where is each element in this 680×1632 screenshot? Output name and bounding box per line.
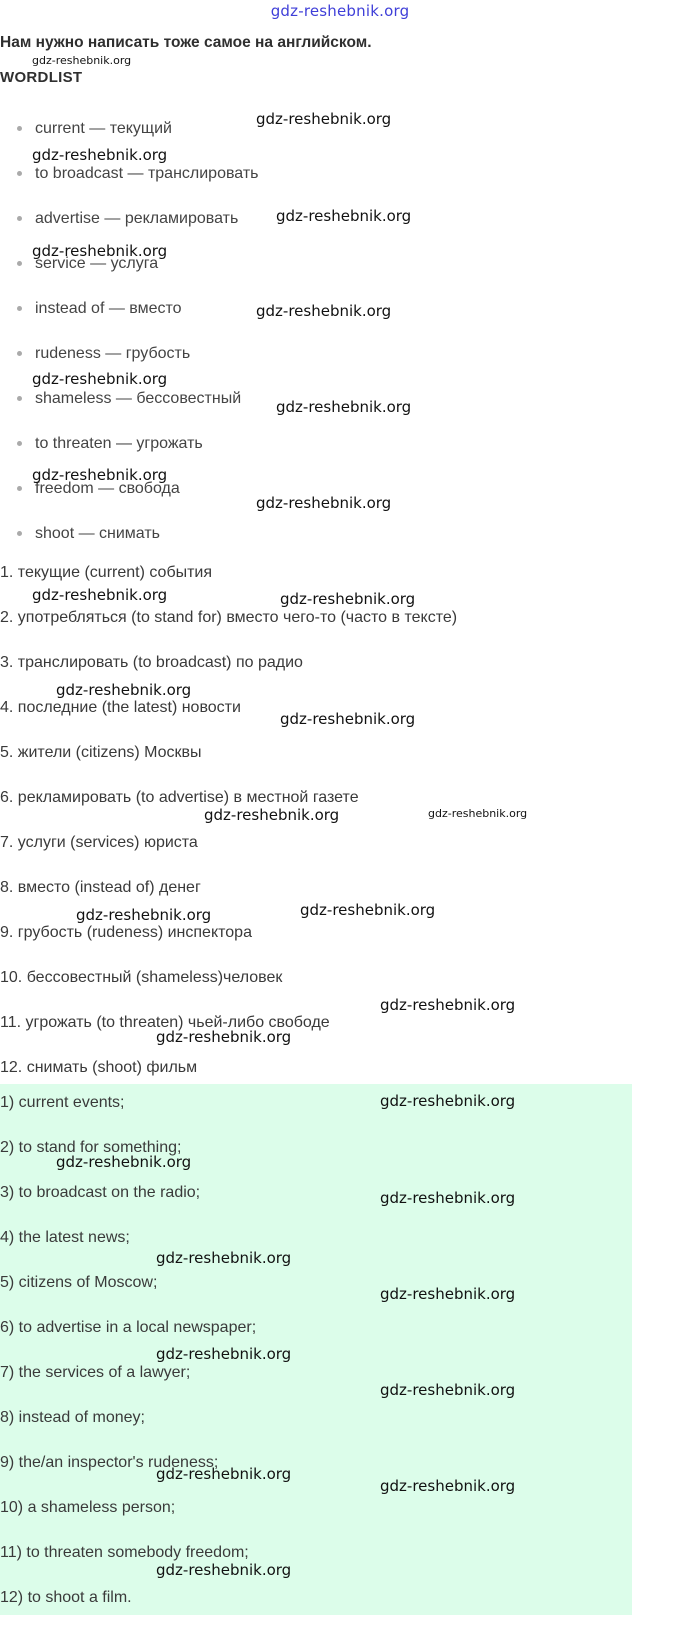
wordlist-item-text: freedom — свобода [35,480,180,497]
wordlist-item-text: instead of — вместо [35,300,182,317]
watermark: gdz-reshebnik.org [428,807,528,820]
watermark: gdz-reshebnik.org [156,1345,292,1363]
answer-list [0,1092,256,1632]
wordlist-item [0,433,259,478]
phrase-item: 11. угрожать (to threaten) чьей-либо свободе [0,1014,330,1031]
bullet-icon [17,216,22,221]
watermark: gdz-reshebnik.org [256,302,392,320]
task-text: Нам нужно написать тоже самое на английском. [0,34,372,51]
watermark: gdz-reshebnik.org [76,906,212,924]
answer-item: 5) citizens of Moscow; [0,1274,158,1291]
wordlist-item [0,478,259,523]
watermark: gdz-reshebnik.org [256,494,392,512]
watermark: gdz-reshebnik.org [380,1092,516,1110]
phrase-list [0,562,457,1102]
wordlist-item-text: service — услуга [35,255,159,272]
watermark: gdz-reshebnik.org [380,996,516,1014]
answer-item: 2) to stand for something; [0,1139,182,1156]
watermark: gdz-reshebnik.org [32,242,168,260]
answer-item: 9) the/an inspector's rudeness; [0,1454,219,1471]
wordlist-item-text: advertise — рекламировать [35,210,239,227]
answer-item: 12) to shoot a film. [0,1589,132,1606]
watermark: gdz-reshebnik.org [276,207,412,225]
watermark: gdz-reshebnik.org [276,398,412,416]
watermark: gdz-reshebnik.org [204,806,340,824]
answer-item: 1) current events; [0,1094,125,1111]
bullet-icon [17,351,22,356]
answer-item: 3) to broadcast on the radio; [0,1184,201,1201]
wordlist-item [0,343,259,388]
answer-item: 10) a shameless person; [0,1499,176,1516]
watermark: gdz-reshebnik.org [156,1561,292,1579]
watermark: gdz-reshebnik.org [380,1189,516,1207]
answer-box [0,1084,632,1615]
watermark: gdz-reshebnik.org [156,1465,292,1483]
watermark: gdz-reshebnik.org [32,146,168,164]
bullet-icon [17,531,22,536]
bullet-icon [17,396,22,401]
wordlist-item [0,298,259,343]
watermark: gdz-reshebnik.org [156,1249,292,1267]
phrase-item: 10. бессовестный (shameless)человек [0,969,283,986]
wordlist-item-text: shameless — бессовестный [35,390,242,407]
phrase-item: 6. рекламировать (to advertise) в местной газете [0,789,359,806]
wordlist-item-text: rudeness — грубость [35,345,191,362]
watermark: gdz-reshebnik.org [32,466,168,484]
answer-item: 4) the latest news; [0,1229,130,1246]
watermark: gdz-reshebnik.org [56,681,192,699]
watermark: gdz-reshebnik.org [156,1028,292,1046]
watermark: gdz-reshebnik.org [32,54,132,67]
answer-item: 7) the services of a lawyer; [0,1364,191,1381]
wordlist-heading: WORDLIST [0,69,83,86]
bullet-icon [17,126,22,131]
phrase-item: 12. снимать (shoot) фильм [0,1059,198,1076]
phrase-item: 3. транслировать (to broadcast) по радио [0,654,303,671]
watermark: gdz-reshebnik.org [32,370,168,388]
phrase-item: 4. последние (the latest) новости [0,699,241,716]
watermark: gdz-reshebnik.org [380,1381,516,1399]
wordlist-item [0,208,259,253]
watermark: gdz-reshebnik.org [256,110,392,128]
phrase-item: 1. текущие (current) события [0,564,213,581]
bullet-icon [17,261,22,266]
watermark: gdz-reshebnik.org [280,590,416,608]
phrase-item: 9. грубость (rudeness) инспектора [0,924,252,941]
wordlist-item-text: to broadcast — транслировать [35,165,259,182]
phrase-item: 8. вместо (instead of) денег [0,879,201,896]
wordlist-item-text: current — текущий [35,120,172,137]
bullet-icon [17,486,22,491]
watermark: gdz-reshebnik.org [56,1153,192,1171]
watermark: gdz-reshebnik.org [380,1477,516,1495]
wordlist [0,118,259,568]
wordlist-item-text: to threaten — угрожать [35,435,203,452]
wordlist-item-text: shoot — снимать [35,525,161,542]
bullet-icon [17,306,22,311]
wordlist-item [0,163,259,208]
phrase-item: 7. услуги (services) юриста [0,834,198,851]
answer-item: 11) to threaten somebody freedom; [0,1544,249,1561]
answer-item: 8) instead of money; [0,1409,145,1426]
watermark: gdz-reshebnik.org [280,710,416,728]
watermark: gdz-reshebnik.org [300,901,436,919]
phrase-item: 2. употребляться (to stand for) вместо чего-то (часто в тексте) [0,609,458,626]
watermark: gdz-reshebnik.org [32,586,168,604]
wordlist-item [0,388,259,433]
answer-item: 6) to advertise in a local newspaper; [0,1319,257,1336]
watermark: gdz-reshebnik.org [380,1285,516,1303]
wordlist-item [0,118,259,163]
phrase-item: 5. жители (citizens) Москвы [0,744,202,761]
site-header-link[interactable]: gdz-reshebnik.org [270,2,410,20]
bullet-icon [17,171,22,176]
bullet-icon [17,441,22,446]
wordlist-item [0,253,259,298]
